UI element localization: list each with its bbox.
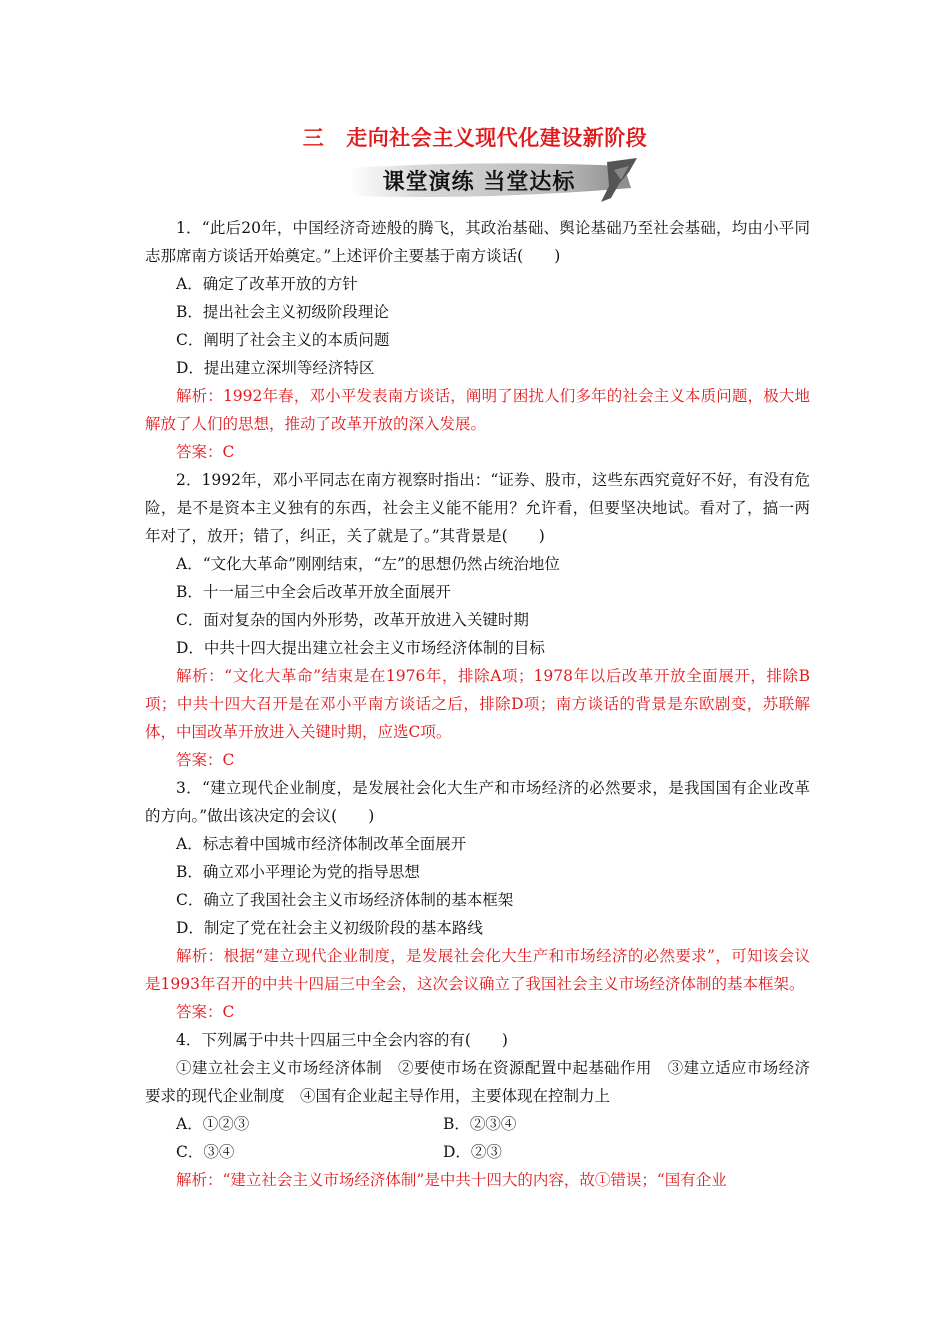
q1-analysis: 解析：1992年春，邓小平发表南方谈话，阐明了困扰人们多年的社会主义本质问题，极大地解放了人们的思想，推动了改革开放的深入发展。 <box>145 387 810 433</box>
q4-option-c: C．③④ <box>176 1143 235 1161</box>
q2-option-b: B．十一届三中全会后改革开放全面展开 <box>176 583 451 601</box>
q1-option-a: A．确定了改革开放的方针 <box>176 275 358 293</box>
q3-option-c: C．确立了我国社会主义市场经济体制的基本框架 <box>176 891 514 909</box>
q1-answer: 答案：C <box>176 443 235 461</box>
q3-analysis: 解析：根据“建立现代企业制度，是发展社会化大生产和市场经济的必然要求”，可知该会议是1993年召开的中共十四届三中全会，这次会议确立了我国社会主义市场经济体制的基本框架。 <box>145 947 810 993</box>
q2-option-c: C．面对复杂的国内外形势，改革开放进入关键时期 <box>176 611 529 629</box>
content <box>145 214 810 1194</box>
q1-option-d: D．提出建立深圳等经济特区 <box>176 359 375 377</box>
q2-stem: 2．1992年，邓小平同志在南方视察时指出：“证券、股市，这些东西究竟好不好，有没有危险，是不是资本主义独有的东西，社会主义能不能用？允许看，但要坚决地试。看对了，搞一两年对了，放开；错了，纠正，关了就是了。”其背景是( ) <box>145 471 810 545</box>
q3-answer: 答案：C <box>176 1003 235 1021</box>
q3-option-d: D．制定了党在社会主义初级阶段的基本路线 <box>176 919 483 937</box>
lesson-title-text: 走向社会主义现代化建设新阶段 <box>346 125 648 150</box>
q4-stem: 4．下列属于中共十四届三中全会内容的有( ) <box>176 1031 508 1049</box>
q3-stem: 3．“建立现代企业制度，是发展社会化大生产和市场经济的必然要求，是我国国有企业改革的方向。”做出该决定的会议( ) <box>145 779 810 825</box>
q2-analysis: 解析：“文化大革命”结束是在1976年，排除A项；1978年以后改革开放全面展开，排除B项；中共十四大召开是在邓小平南方谈话之后，排除D项；南方谈话的背景是东欧剧变，苏联解体，中国改革开放进入关键时期，应选C项。 <box>145 667 810 741</box>
q4-options-row-2 <box>145 1138 810 1166</box>
q4-option-d: D．②③ <box>443 1143 502 1161</box>
q2-option-d: D．中共十四大提出建立社会主义市场经济体制的目标 <box>176 639 545 657</box>
q3-option-b: B．确立邓小平理论为党的指导思想 <box>176 863 420 881</box>
lesson-title <box>0 122 950 152</box>
q4-items: ①建立社会主义市场经济体制 ②要使市场在资源配置中起基础作用 ③建立适应市场经济要求的现代企业制度 ④国有企业起主导作用，主要体现在控制力上 <box>145 1059 810 1105</box>
q4-analysis: 解析：“建立社会主义市场经济体制”是中共十四大的内容，故①错误；“国有企业 <box>176 1171 727 1189</box>
q2-option-a: A．“文化大革命”刚刚结束，“左”的思想仍然占统治地位 <box>176 555 560 573</box>
q4-options-row-1 <box>145 1110 810 1138</box>
q2-answer: 答案：C <box>176 751 235 769</box>
q1-option-c: C．阐明了社会主义的本质问题 <box>176 331 390 349</box>
banner-title: 课堂演练 当堂达标 <box>382 169 576 195</box>
q4-option-b: B．②③④ <box>443 1115 517 1133</box>
q1-option-b: B．提出社会主义初级阶段理论 <box>176 303 389 321</box>
q4-option-a: A．①②③ <box>176 1115 250 1133</box>
lesson-number: 三 <box>302 125 325 150</box>
q1-stem: 1．“此后20年，中国经济奇迹般的腾飞，其政治基础、舆论基础乃至社会基础，均由小平同志那席南方谈话开始奠定。”上述评价主要基于南方谈话( ) <box>145 219 810 265</box>
q3-option-a: A．标志着中国城市经济体制改革全面展开 <box>176 835 467 853</box>
